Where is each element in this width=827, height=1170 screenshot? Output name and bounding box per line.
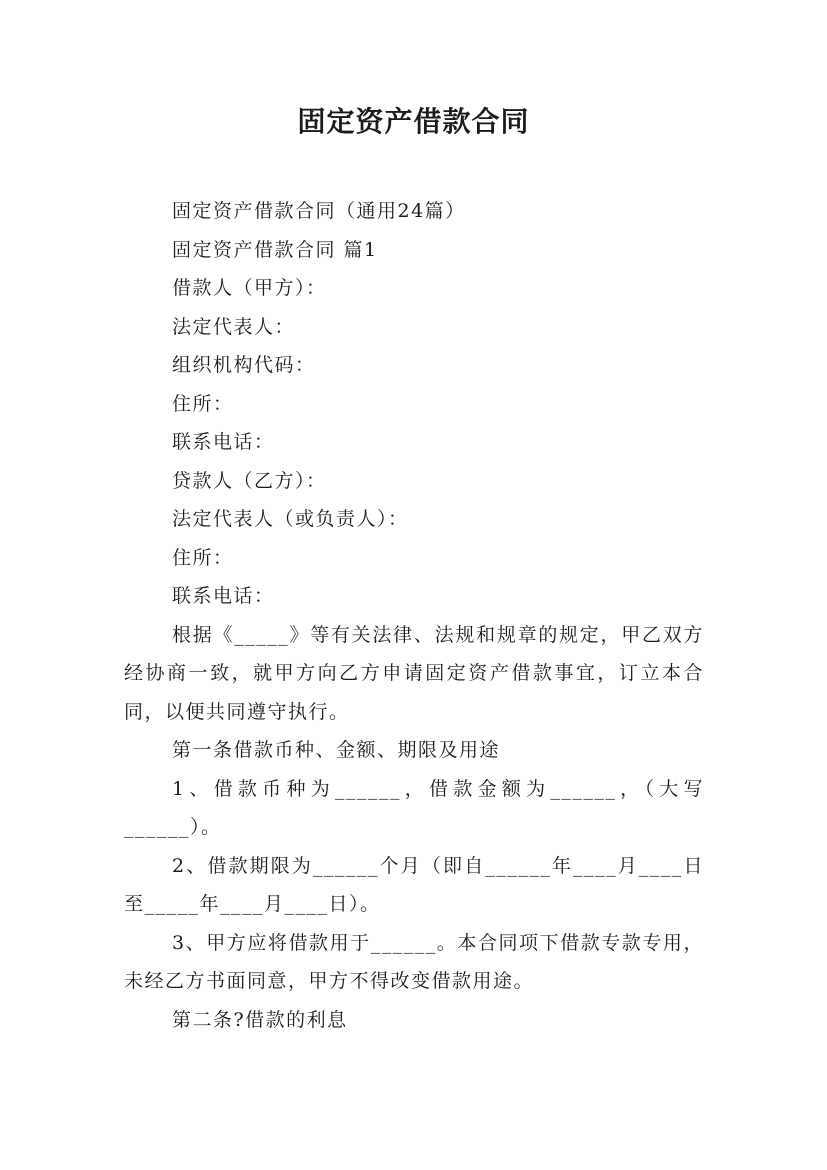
- borrower-phone-field: 联系电话：: [172, 431, 275, 453]
- lender-address-field: 住所：: [172, 546, 234, 569]
- lender-field: 贷款人（乙方）：: [172, 469, 327, 492]
- article-1-heading: 第一条借款币种、金额、期限及用途: [172, 739, 501, 761]
- document-title: 固定资产借款合同: [297, 105, 530, 138]
- preamble-paragraph: 根据《_____》等有关法律、法规和规章的规定，甲乙双方经协商一致，就甲方向乙方申请固定资产借款事宜，订立本合同，以便共同遵守执行。: [124, 623, 704, 723]
- borrower-address-field: 住所：: [172, 392, 234, 415]
- clause-1-2: 2、借款期限为______个月（即自______年____月____日至_____年____月____日）。: [124, 854, 704, 915]
- org-code-field: 组织机构代码：: [172, 354, 316, 376]
- clause-1-3: 3、甲方应将借款用于______。本合同项下借款专款专用，未经乙方书面同意，甲方不得改变借款用途。: [124, 931, 704, 992]
- lender-legal-rep-field: 法定代表人（或负责人）：: [172, 508, 409, 530]
- lender-phone-field: 联系电话：: [172, 585, 275, 607]
- section-heading: 固定资产借款合同 篇1: [172, 238, 378, 261]
- borrower-field: 借款人（甲方）：: [172, 277, 327, 299]
- subtitle-line: 固定资产借款合同（通用24篇）: [172, 200, 466, 222]
- article-2-heading: 第二条?借款的利息: [172, 1008, 348, 1031]
- clause-1-1: 1、借款币种为______，借款金额为______，（大写______）。: [124, 777, 704, 838]
- borrower-legal-rep-field: 法定代表人：: [172, 315, 296, 338]
- document-body: [124, 192, 704, 1039]
